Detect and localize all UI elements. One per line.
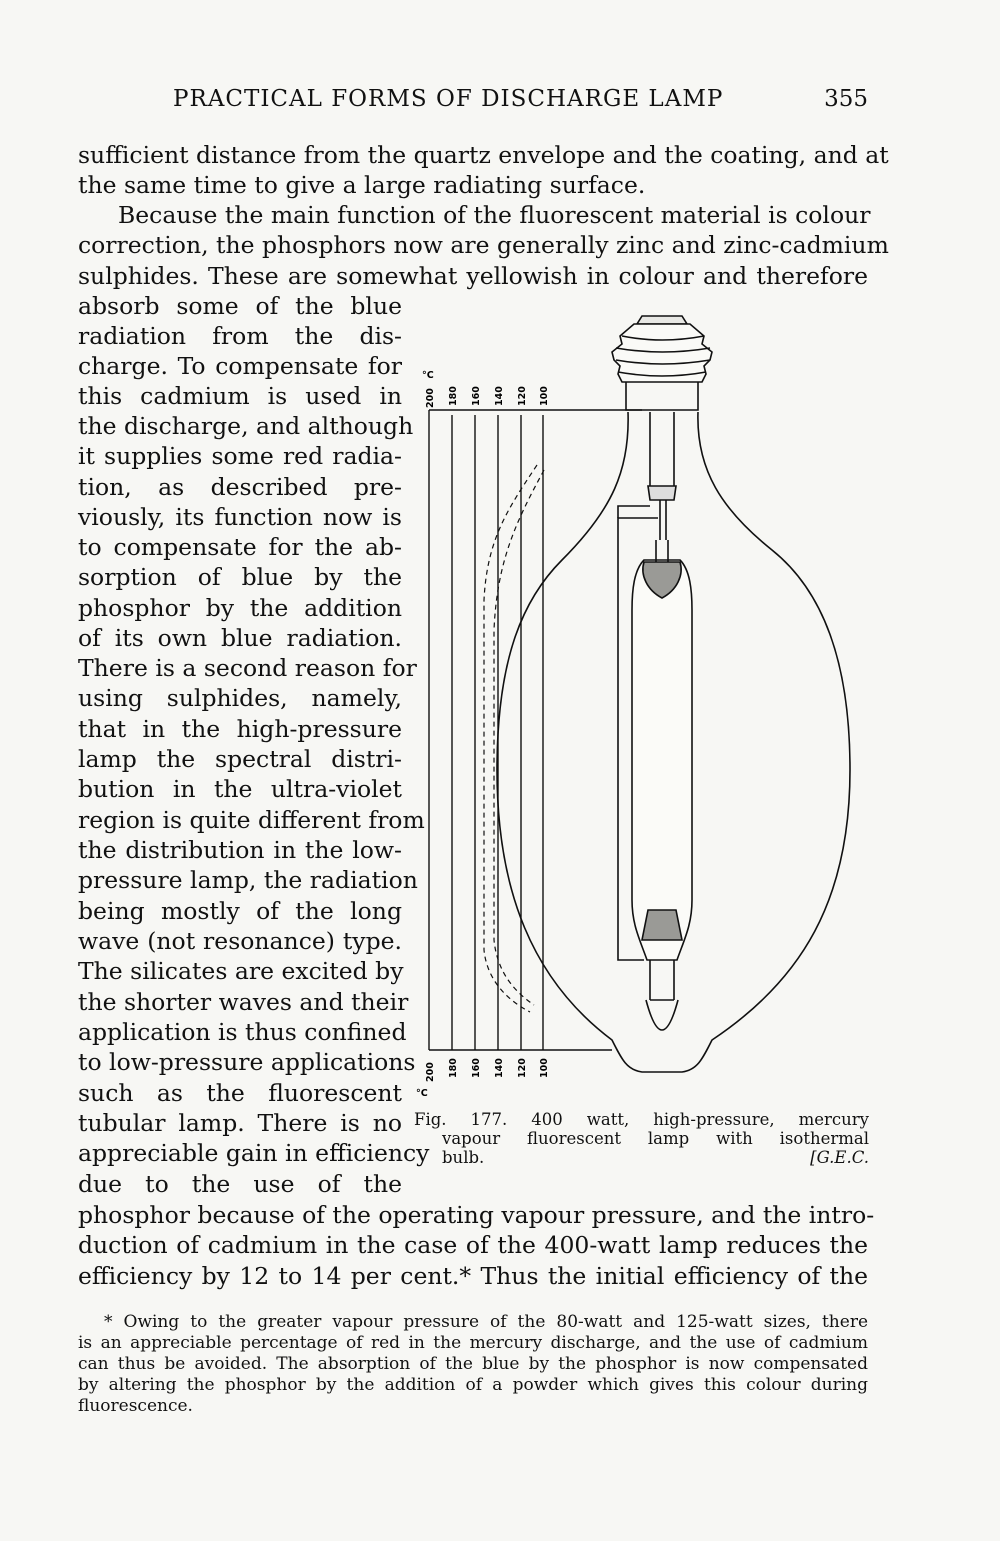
body-line: the shorter waves and their — [78, 988, 409, 1016]
body-line: charge. To compensate for — [78, 352, 402, 380]
body-line: sufficient distance from the quartz envelope and the coating, and at — [78, 141, 889, 169]
body-line: correction, the phosphors now are generally zinc and zinc-cadmium — [78, 231, 889, 259]
scale-label-100-bottom: 100 — [539, 1058, 550, 1078]
body-line: Because the main function of the fluorescent material is colour — [118, 201, 871, 229]
body-line: sulphides. These are somewhat yellowish in colour and therefore — [78, 262, 868, 290]
scale-label-180: 180 — [448, 386, 459, 406]
caption-line: Fig. 177. 400 watt, high-pressure, mercury — [414, 1110, 869, 1129]
page-number: 355 — [824, 86, 868, 112]
body-line: tion, as described pre- — [78, 473, 402, 501]
footnote-line: * Owing to the greater vapour pressure of the 80-watt and 125-watt sizes, there — [104, 1312, 868, 1332]
body-line: to compensate for the ab- — [78, 533, 402, 561]
body-line: due to the use of the — [78, 1170, 402, 1198]
body-line: duction of cadmium in the case of the 400-watt lamp reduces the — [78, 1231, 868, 1259]
scale-label-200: 200 — [425, 388, 436, 408]
body-line: such as the fluorescent — [78, 1079, 402, 1107]
body-line: viously, its function now is — [78, 503, 402, 531]
body-line: sorption of blue by the — [78, 563, 402, 591]
scale-label-160: 160 — [471, 386, 482, 406]
scale-label-140-bottom: 140 — [494, 1058, 505, 1078]
figure-caption — [414, 1110, 869, 1167]
body-line: radiation from the dis- — [78, 322, 402, 350]
body-line: lamp the spectral distri- — [78, 745, 402, 773]
scale-label-100: 100 — [539, 386, 550, 406]
body-line: the discharge, and although — [78, 412, 414, 440]
scale-label-200-bottom: 200 — [425, 1062, 436, 1082]
body-line: to low-pressure applications — [78, 1048, 416, 1076]
body-line: wave (not resonance) type. — [78, 927, 402, 955]
body-line: pressure lamp, the radiation — [78, 866, 418, 894]
body-line: phosphor by the addition — [78, 594, 402, 622]
body-line: tubular lamp. There is no — [78, 1109, 402, 1137]
body-line: being mostly of the long — [78, 897, 402, 925]
body-line: phosphor because of the operating vapour pressure, and the intro- — [78, 1201, 875, 1229]
body-line: region is quite different from — [78, 806, 425, 834]
body-line: using sulphides, namely, — [78, 684, 402, 712]
scale-label-120-bottom: 120 — [517, 1058, 528, 1078]
unit-label-bottom: °C — [416, 1088, 428, 1099]
body-line: application is thus confined — [78, 1018, 407, 1046]
caption-line: vapour fluorescent lamp with isothermal — [442, 1129, 869, 1148]
body-line: it supplies some red radia- — [78, 442, 402, 470]
footnote-line: by altering the phosphor by the addition of a powder which gives this colour during — [78, 1375, 868, 1395]
body-line: the same time to give a large radiating surface. — [78, 171, 646, 199]
caption-line: bulb. — [442, 1148, 485, 1167]
caption-last-line — [414, 1148, 869, 1167]
scale-label-120: 120 — [517, 386, 528, 406]
body-line: of its own blue radiation. — [78, 624, 402, 652]
running-header — [78, 86, 868, 118]
body-line: that in the high-pressure — [78, 715, 402, 743]
lamp-figure — [412, 300, 872, 1100]
body-line: efficiency by 12 to 14 per cent.* Thus the initial efficiency of the — [78, 1262, 868, 1290]
body-line: bution in the ultra-violet — [78, 775, 402, 803]
footnote — [78, 1312, 868, 1417]
scale-label-160-bottom: 160 — [471, 1058, 482, 1078]
body-line: The silicates are excited by — [78, 957, 404, 985]
body-line: the distribution in the low- — [78, 836, 402, 864]
figure-credit: [G.E.C. — [810, 1148, 869, 1167]
running-title: PRACTICAL FORMS OF DISCHARGE LAMP — [173, 86, 724, 112]
scale-label-140: 140 — [494, 386, 505, 406]
body-line: absorb some of the blue — [78, 292, 402, 320]
body-line: appreciable gain in efficiency — [78, 1139, 430, 1167]
unit-label-top: °C — [422, 370, 434, 381]
lamp-drawing — [412, 300, 872, 1100]
footnote-line: fluorescence. — [78, 1396, 193, 1416]
body-line: There is a second reason for — [78, 654, 417, 682]
footnote-line: can thus be avoided. The absorption of the blue by the phosphor is now compensated — [78, 1354, 868, 1374]
body-line: this cadmium is used in — [78, 382, 402, 410]
footnote-line: is an appreciable percentage of red in the mercury discharge, and the use of cadmium — [78, 1333, 868, 1353]
scale-label-180-bottom: 180 — [448, 1058, 459, 1078]
